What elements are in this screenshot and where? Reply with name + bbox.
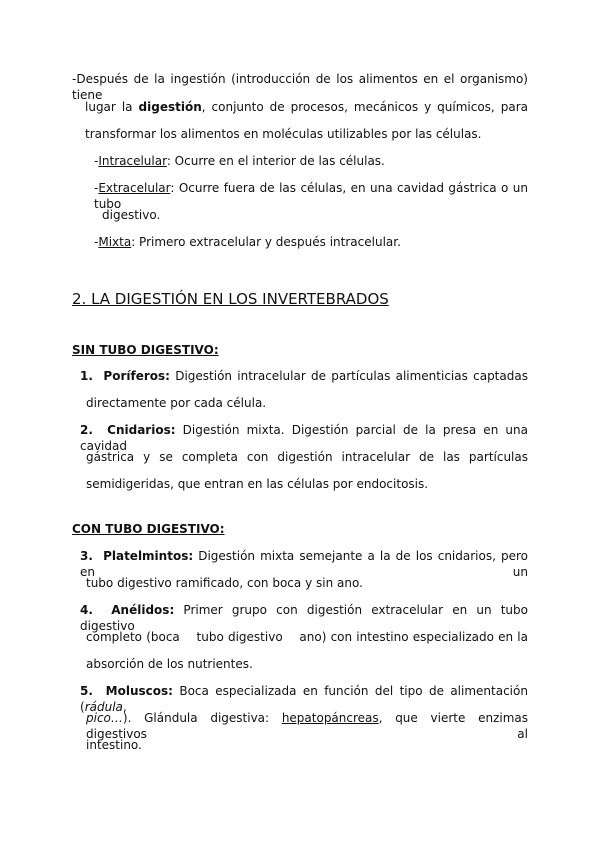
item-num: 3. (80, 549, 93, 563)
item-text: ). Glándula digestiva: (122, 711, 282, 725)
type-dash: - (94, 181, 99, 195)
item-num: 4. (80, 603, 93, 617)
item-text: Boca especializada en función del tipo de alimentación ( (80, 684, 528, 714)
type-intracelular (94, 153, 385, 169)
item-text: Digestión intracelular de partículas alimenticias captadas (175, 369, 528, 383)
item-name: Anélidos: (111, 603, 175, 617)
item-num: 1. (80, 369, 93, 383)
hepatopancreas-term: hepatopáncreas (281, 711, 379, 725)
con-tubo-heading: CON TUBO DIGESTIVO: (72, 522, 225, 536)
item-name: Moluscos: (105, 684, 173, 698)
type-desc: : Ocurre en el interior de las células. (166, 154, 385, 168)
item-num: 5. (80, 684, 93, 698)
item-text: Primer grupo con digestión extracelular en un tubo digestivo (80, 603, 528, 633)
type-term: Intracelular (98, 154, 167, 168)
item-text-italic: pico… (86, 711, 123, 725)
item-name: Poríferos: (103, 369, 170, 383)
digestion-term: digestión (138, 100, 202, 114)
type-desc: : Ocurre fuera de las células, en una cavidad gástrica o un tubo (94, 181, 528, 211)
section-title: 2. LA DIGESTIÓN EN LOS INVERTEBRADOS (72, 290, 389, 308)
item-name: Platelmintos: (103, 549, 194, 563)
item-text: Digestión mixta semejante a la de los cnidarios, pero en un (80, 549, 528, 579)
sin-tubo-heading: SIN TUBO DIGESTIVO: (72, 343, 219, 357)
item-text-post: , (122, 700, 127, 714)
list-item-mollusca-cont (86, 710, 528, 742)
intro-line-3: transformar los alimentos en moléculas utilizables por las células. (85, 127, 482, 141)
list-item-mollusca-cont-2: intestino. (86, 738, 142, 752)
type-dash: - (94, 154, 99, 168)
list-item-porifera (80, 368, 528, 384)
intro-line-1: -Después de la ingestión (introducción de los alimentos en el organismo) tiene (72, 72, 528, 102)
type-term: Extracelular (98, 181, 171, 195)
type-mixta (94, 234, 401, 250)
list-item-annelida-cont: completo (boca tubo digestivo ano) con intestino especializado en la (86, 630, 528, 644)
item-text: Digestión mixta. Digestión parcial de la presa en una cavidad (80, 423, 528, 453)
intro-line-2 (85, 99, 528, 115)
list-item-annelida-cont-2: absorción de los nutrientes. (86, 657, 253, 671)
item-text-italic: rádula (84, 700, 123, 714)
type-extracelular-cont: digestivo. (102, 208, 161, 222)
item-name: Cnidarios: (107, 423, 176, 437)
intro-line-2-post: , conjunto de procesos, mecánicos y químicos, para (201, 100, 528, 114)
type-dash: - (94, 235, 99, 249)
list-item-cnidaria-cont-2: semidigeridas, que entran en las células por endocitosis. (86, 477, 429, 491)
list-item-cnidaria-cont: gástrica y se completa con digestión intracelular de las partículas (86, 450, 528, 464)
list-item-porifera-cont: directamente por cada célula. (86, 396, 267, 410)
type-desc: : Primero extracelular y después intracelular. (131, 235, 401, 249)
intro-line-2-pre: lugar la (85, 100, 133, 114)
type-term: Mixta (98, 235, 132, 249)
item-num: 2. (80, 423, 93, 437)
item-text-post: , que vierte enzimas digestivos al (86, 711, 529, 741)
list-item-platyhelminthes-cont: tubo digestivo ramificado, con boca y sin ano. (86, 576, 363, 590)
